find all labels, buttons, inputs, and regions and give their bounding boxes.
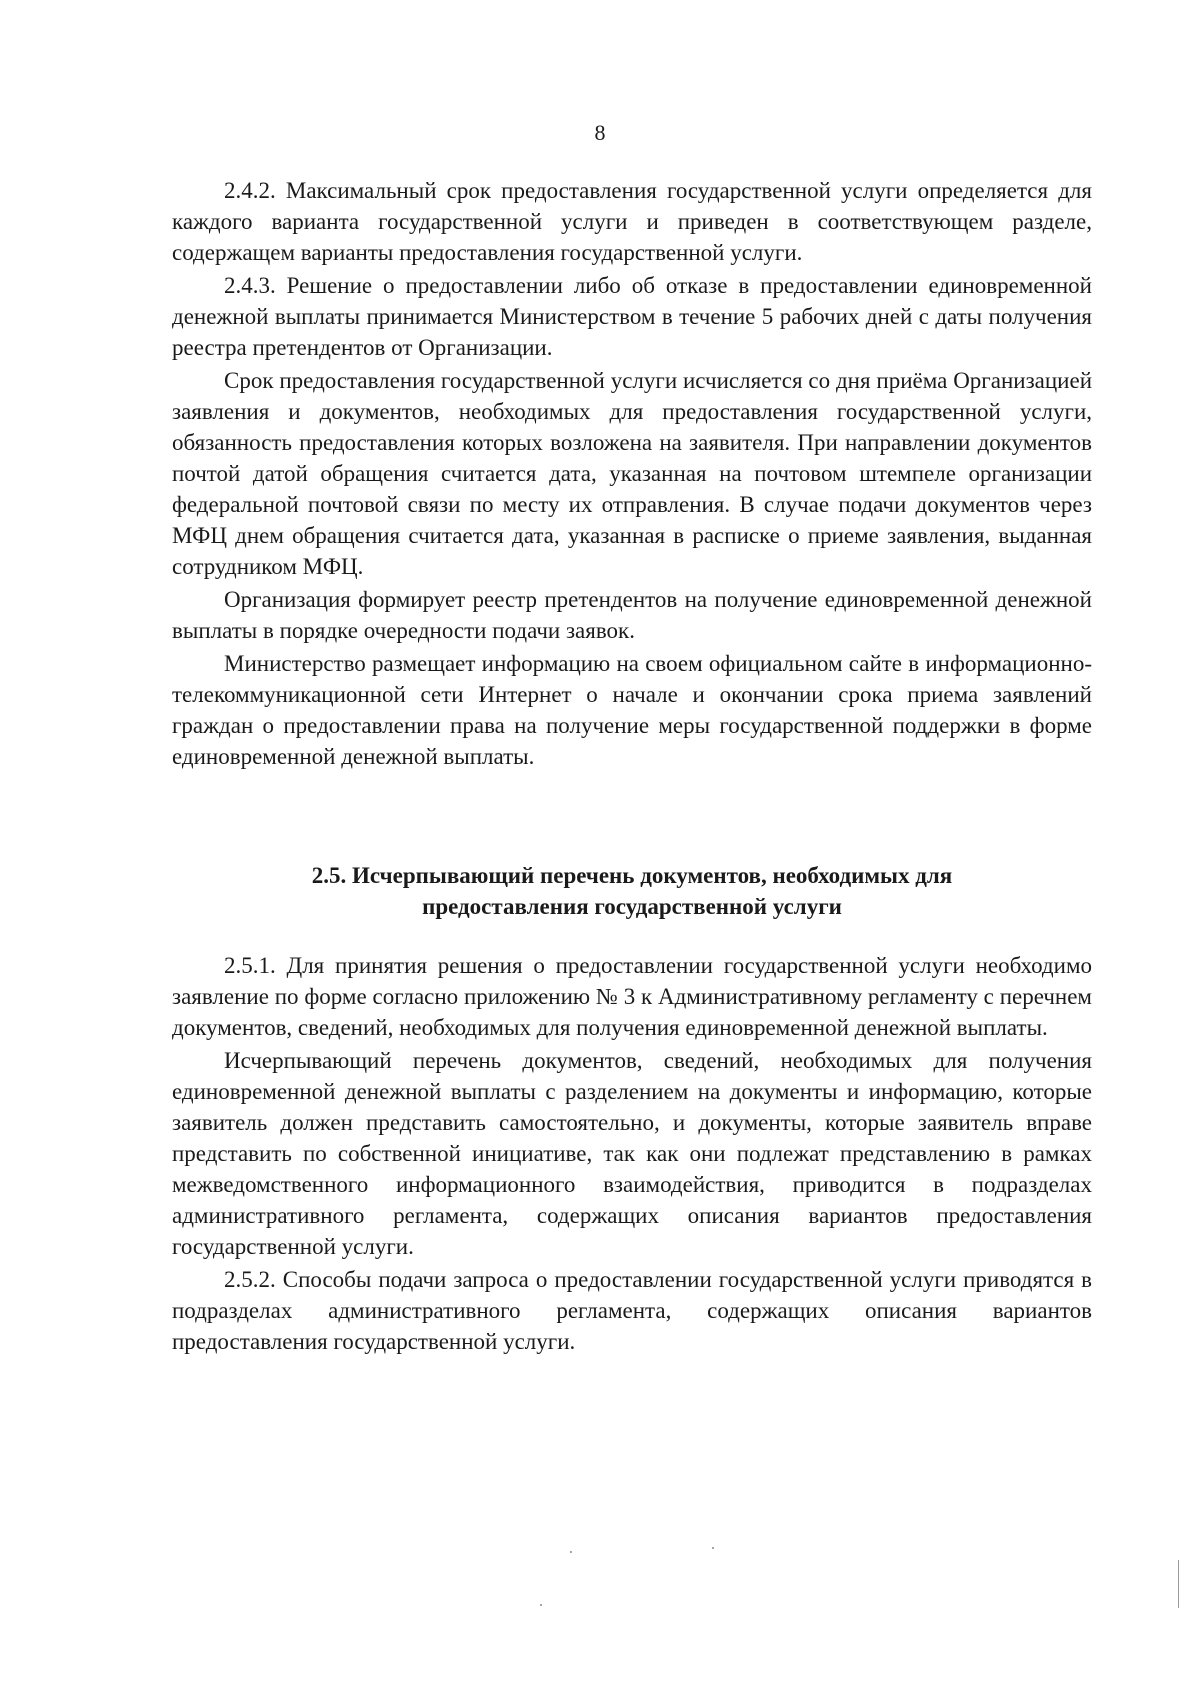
paragraph-exhaustive-list: Исчерпывающий перечень документов, сведений, необходимых для получения единовременной денежной выплаты с разделением на документы и информацию, которые заявитель должен представить самостоятельно, и документы, которые заявитель вправе представить по собственной инициативе, так как они подлежат представлению в рамках межведомственного информационного взаимодействия, приводится в подразделах административного регламента, содержащих описания вариантов предоставления государственной услуги. <box>172 1048 1092 1259</box>
paragraph-organization-registry: Организация формирует реестр претендентов на получение единовременной денежной выплаты в порядке очередности подачи заявок. <box>172 587 1092 643</box>
scan-edge-mark <box>1178 1560 1179 1608</box>
paragraph-2-4-3: 2.4.3. Решение о предоставлении либо об отказе в предоставлении единовременной денежной выплаты принимается Министерством в течение 5 рабочих дней с даты получения реестра претендентов от Организации. <box>172 273 1092 360</box>
scan-speck <box>712 1547 714 1549</box>
page-number: 8 <box>594 120 606 145</box>
document-body <box>172 175 1092 1359</box>
section-heading-line-2: предоставления государственной услуги <box>422 894 842 919</box>
paragraph-2-5-1: 2.5.1. Для принятия решения о предоставлении государственной услуги необходимо заявление по форме согласно приложению № 3 к Административному регламенту с перечнем документов, сведений, необходимых для получения единовременной денежной выплаты. <box>172 953 1092 1040</box>
paragraph-2-5-2: 2.5.2. Способы подачи запроса о предоставлении государственной услуги приводятся в подразделах административного регламента, содержащих описания вариантов предоставления государственной услуги. <box>172 1267 1092 1354</box>
section-heading-2-5 <box>172 860 1092 922</box>
scan-speck <box>570 1551 572 1553</box>
scan-speck <box>540 1604 542 1606</box>
paragraph-ministry-info: Министерство размещает информацию на своем официальном сайте в информационно-телекоммуникационной сети Интернет о начале и окончании срока приема заявлений граждан о предоставлении права на получение меры государственной поддержки в форме единовременной денежной выплаты. <box>172 651 1092 769</box>
paragraph-2-4-2: 2.4.2. Максимальный срок предоставления государственной услуги определяется для каждого варианта государственной услуги и приведен в соответствующем разделе, содержащем варианты предоставления государственной услуги. <box>172 178 1092 265</box>
section-heading-line-1: 2.5. Исчерпывающий перечень документов, необходимых для <box>311 863 953 888</box>
paragraph-service-term: Срок предоставления государственной услуги исчисляется со дня приёма Организацией заявления и документов, необходимых для предоставления государственной услуги, обязанность предоставления которых возложена на заявителя. При направлении документов почтой датой обращения считается дата, указанная на почтовом штемпеле организации федеральной почтовой связи по месту их отправления. В случае подачи документов через МФЦ днем обращения считается дата, указанная в расписке о приеме заявления, выданная сотрудником МФЦ. <box>172 368 1092 579</box>
